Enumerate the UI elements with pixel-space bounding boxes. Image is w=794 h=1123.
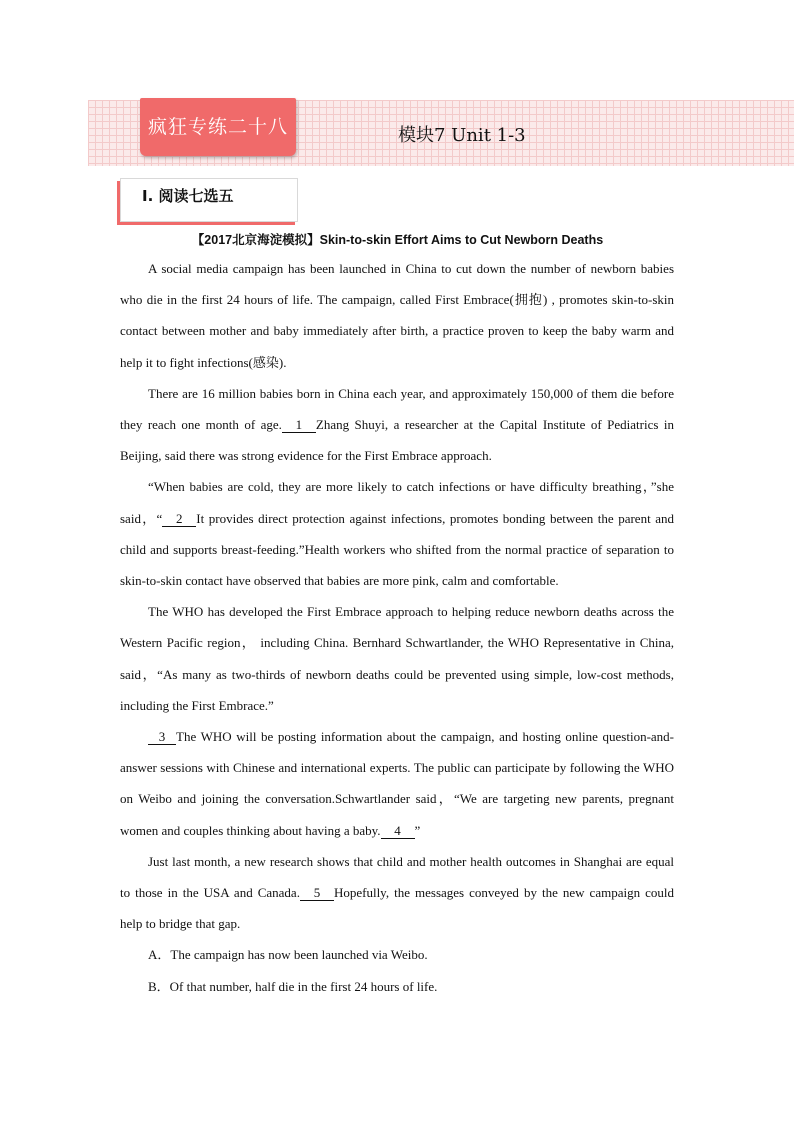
option-a xyxy=(120,939,674,970)
practice-tag-label: 疯狂专练二十八 xyxy=(147,116,288,138)
option-b xyxy=(120,971,674,1002)
option-a-text: The campaign has now been launched via Weibo. xyxy=(170,947,428,963)
article-title: 【2017北京海淀模拟】Skin-to-skin Effort Aims to Cut Newborn Deaths xyxy=(191,233,604,247)
paragraph-4: The WHO has developed the First Embrace approach to helping reduce newborn deaths across the Western Pacific region， including China. Bernhard Schwartlander, the WHO Representative in China, said，“As many as two-thirds of newborn deaths could be prevented using simple, low-cost methods, including the First Embrace.” xyxy=(120,604,674,713)
blank-1: 1 xyxy=(282,418,316,433)
article-body xyxy=(120,253,674,1002)
blank-2: 2 xyxy=(162,512,196,527)
option-b-letter: B． xyxy=(148,978,170,994)
paragraph-3-text-b: It provides direct protection against infections, promotes bonding between the parent and child and supports breast-feeding.”Health workers who shifted from the normal practice of separation to skin-to-skin contact have observed that babies are more pink, calm and comfortable. xyxy=(120,510,675,589)
paragraph-5-text-a: The WHO will be posting information about the campaign, and hosting online question-and-answer sessions with Chinese and international experts. The public can participate by following the WHO on Weibo and joining the conversation.Schwartlander said，“We are targeting new parents, pregnant women and couples thinking about having a baby. xyxy=(120,729,674,838)
section-label: Ⅰ. 阅读七选五 xyxy=(142,187,234,205)
paragraph-2 xyxy=(120,378,674,472)
paragraph-5-text-b: ” xyxy=(414,822,421,838)
paragraph-2-text-a: There are 16 million babies born in China each year, and approximately 150,000 of them die before they reach one month of age. xyxy=(120,385,674,433)
paragraph-6-text-b: Hopefully, the messages conveyed by the new campaign could help to bridge that gap. xyxy=(120,885,674,932)
blank-5: 5 xyxy=(300,886,334,901)
blank-3: 3 xyxy=(148,730,176,745)
option-b-text: Of that number, half die in the first 24 hours of life. xyxy=(169,978,438,994)
paragraph-6 xyxy=(120,846,674,940)
paragraph-2-text-b: Zhang Shuyi, a researcher at the Capital Institute of Pediatrics in Beijing, said there was strong evidence for the First Embrace approach. xyxy=(120,417,674,464)
paragraph-6-text-a: Just last month, a new research shows that child and mother health outcomes in Shanghai are equal to those in the USA and Canada. xyxy=(120,853,674,901)
module-title: 模块7 Unit 1-3 xyxy=(398,125,526,146)
paragraph-3 xyxy=(120,471,674,596)
paragraph-5 xyxy=(120,721,674,846)
paragraph-1: A social media campaign has been launched in China to cut down the number of newborn babies who die in the first 24 hours of life. The campaign, called First Embrace(拥抱) , promotes skin-to-skin contact between mother and baby immediately after birth, a practice proven to keep the baby warm and help it to fight infections(感染). xyxy=(120,261,674,370)
option-a-letter: A． xyxy=(148,947,171,963)
paragraph-3-text-a: “When babies are cold, they are more likely to catch infections or have difficulty breathing，”she said，“ xyxy=(120,479,674,526)
blank-4: 4 xyxy=(381,824,415,839)
